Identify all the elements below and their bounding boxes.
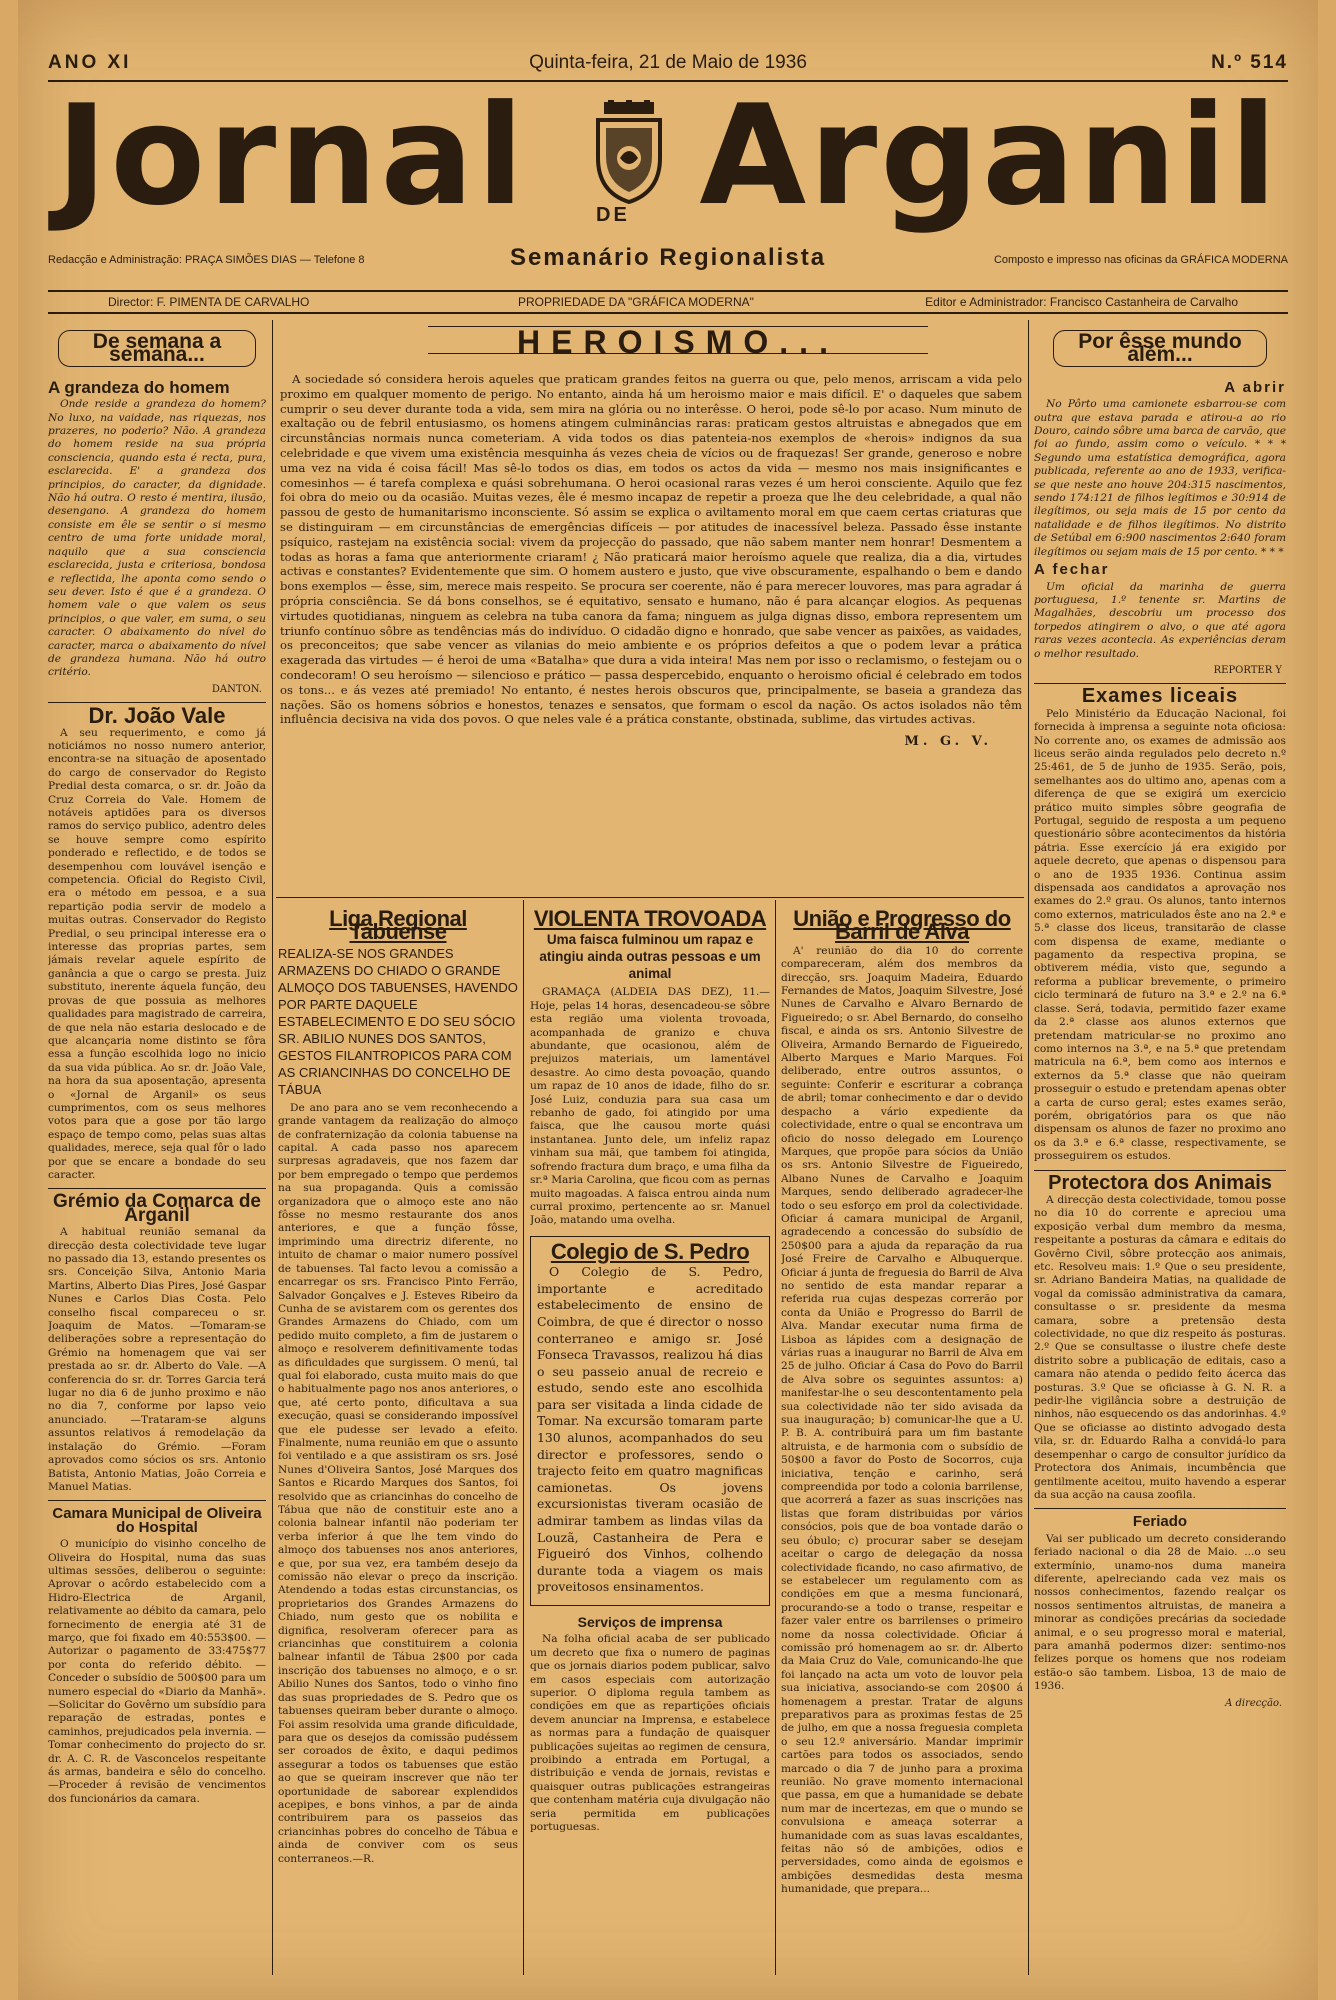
director-line: Director: F. PIMENTA DE CARVALHO [108, 295, 310, 309]
redaccao-line: Redacção e Administração: PRAÇA SIMÕES DIAS — Telefone 8 [48, 254, 365, 266]
middle-column [530, 910, 770, 1972]
issue-number: N.º 514 [1211, 52, 1288, 73]
abrir-title: A abrir [1224, 378, 1286, 396]
divider [48, 702, 266, 703]
title-word-de: DE [596, 204, 630, 226]
feriado-title: Feriado [1132, 1513, 1188, 1531]
masthead-title [48, 75, 1288, 236]
a-grandeza-title: A grandeza do homem [48, 377, 230, 397]
imprensa-text: Na folha oficial acaba de ser publicado um decreto que fixa o numero de paginas que os jornais diarios podem publicar, salvo em casos especiais com autorização superior. O diploma regula tambem as condições em que as repartições oficiais devem anunciar na Imprensa, e estabelece as normas para a fundação de quaisquer publicações sujeitas ao regimen de censura, proibindo a entrada em Portugal, a distribuição e venda de jornais, revistas e quaisquer outras publicações estrangeiras que contenham matéria cuja divulgação não seria permitida em publicações portuguesas. [530, 1633, 770, 1834]
protectora-text: A direcção desta colectividade, tomou posse no dia 10 do corrente e apreciou uma exposição verbal dum membro da mesma, respeitante a posturas da câmara e editais do Govêrno Civil, sôbre protecção aos animais, etc. Resolveu mais: 1.º Que o seu presidente, sr. Adriano Bandeira Matias, na qualidade de vogal da comissão administrativa da camara, consultasse o sr. presidente da mesma camara, sobre a pretensão desta colectividade, no que diz respeito ás posturas. 2.º Que se consultasse o ilustre chefe deste distrito sobre a publicação de editais, caso a camara não atenda o pedido feito ácerca das posturas. 3.º Que se oficiasse à G. N. R. a pedir-lhe vigilância sobre a destruição de ninhos, não esquecendo os das andorinhas. 4.º Que se oficiasse ao distinto advogado desta vila, sr. dr. Eduardo Ralha a convidá-lo para desempenhar o cargo de consultor jurídico da Protectora dos Animais, incumbência que gentilmente aceitou, muito havendo a esperar da sua acção na causa zoofila. [1034, 1193, 1286, 1501]
reporter-signature: REPORTER Y [1213, 664, 1282, 676]
uniao-article [781, 910, 1023, 1972]
liga-caps: REALIZA-SE NOS GRANDES ARMAZENS DO CHIADO O GRANDE ALMOÇO DOS TABUENSES, HAVENDO POR PARTE DAQUELE ESTABELECIMENTO E DO SEU SÓCIO SR. ABILIO NUNES DOS SANTOS, GESTOS FILANTROPICOS PARA COM AS CRIANCINHAS DO CONCELHO DE TÁBUA [278, 945, 518, 1097]
por-esse-mundo-banner: Por êsse mundo além... [1053, 330, 1267, 367]
title-word-jornal: Jornal [56, 75, 527, 236]
divider [1034, 1508, 1286, 1509]
title-word-arganil: Arganil [699, 75, 1280, 236]
abrir-text: No Pôrto uma camionete esbarrou-se com outra que estava parada e atirou-a ao rio Douro, caindo sôbre uma barca de carvão, que foi ao fundo, assim como o veículo. * * * Segundo uma estatística demográfica, agora publicada, referente ao ano de 1933, verifica-se que neste ano houve 204:315 nascimentos, sendo 174:121 de filhos legítimos e 30:914 de ilegítimos, ou seja mais de 15 por cento da natalidade e de filhos ilegítimos. No distrito de Setúbal em 6:900 nascimentos 2:640 foram ilegítimos ou sejam mais de 15 por cento. * * * [1034, 398, 1286, 558]
protectora-title: Protectora dos Animais [1048, 1171, 1272, 1194]
liga-article [278, 910, 518, 1972]
column-rule-c1 [523, 900, 524, 1975]
editor-line: Editor e Administrador: Francisco Castanheira de Carvalho [925, 295, 1238, 309]
trovoada-subtitle: Uma faisca fulminou um rapaz e atingiu ainda outras pessoas e um animal [539, 932, 761, 982]
heroismo-text: A sociedade só considera herois aqueles que praticam grandes feitos na guerra ou que, pelo menos, arriscam a vida pelo proximo em qualquer momento de perigo. No entanto, ainda há um heroismo maior e mais difícil. E' o daqueles que sabem cumprir o seu dever durante toda a vida, sem mira na glória ou no interêsse. O heroi, pode sê-lo por acaso. Num minuto de exaltação ou de febril entusiasmo, os homens atingem culminâncias raras: praticam gestos altruistas e abnegados que em circunstâncias normais nunca cometeriam. A vida todos os dias patenteia-nos exemplos de «herois» indignos da sua celebridade e que vivem uma existência mesquinha ás vezes cheia de vícios ou de fraquezas! Ser grande, generoso e nobre uma vez na vida é coisa fácil! Mas sê-lo todos os dias, em todos os actos da vida — mesmo nos mais insignificantes e comesinhos — é tarefa complexa e quási sobrehumana. O heroi ocasional raras vezes é um heroi consciente. Aquilo que fez foi obra do meio ou da ocasião. Muitas vezes, êle é mesmo incapaz de repetir a proeza que lhe deu celebridade, a qual não passou de gesto de humanitarismo inconsciente. Só assim se explica o aviltamento moral em que caem certas criaturas que se distinguiram — em circunstâncias de emergências difíceis — por atitudes de inacessível beleza. Passado êsse instante psíquico, rastejam na existência social: vivem da projecção do passado, que não sabem manter nem honrar! Desmentem a todas as horas a fama que anteriormente criaram! ¿ Não praticará maior heroísmo aquele que realiza, dia a dia, virtudes activas e constantes? Evidentemente que sim. O homem austero e justo, que vive obscuramente, espalhando o bem e dando bons exemplos — êsse, sim, merece mais respeito. Se procura ser coerente, não é para merecer louvores, mas para agradar á própria consciência. Se dá bons conselhos, se é equitativo, sensato e humano, não é para alcançar elogios. As pequenas virtudes quotidianas, ninguem as celebra na tuba canora da fama; ninguem as julga dignas disso, embora representem um triunfo contínuo sôbre as tendências más do indivíduo. O cidadão digno e honrado, que sabe vencer as paixões, as vaidades, os preconceitos; que sabe vencer as vilanias do meio ambiente e os próprios defeitos a que o podem levar a prática exagerada das virtudes — é heroi de uma «Batalha» que dura a vida inteira! Mas nem por isso o reclamismo, o festejam ou o condecoram! O seu heroísmo — silencioso e prático — passa despercebido, enquanto o heroismo oficial é celebrado em todos os tons... e ás vezes até premiado! No entanto, é nestes herois obscuros que, principalmente, se baseia a grandeza das nações. São os homens sóbrios e honestos, tenazes e sensatos, que formam o escol da nação. Os actos isolados não têm influência decisiva na vida dos povos. O que neles vale é a prática constante, obstinada, sublime, das virtudes activas. [280, 372, 1022, 727]
camara-title: Camara Municipal de Oliveira do Hospital [52, 1505, 262, 1536]
left-column [48, 330, 266, 1970]
divider [1034, 1170, 1286, 1171]
joao-vale-title: Dr. João Vale [88, 703, 226, 729]
trovoada-title: VIOLENTA TROVOADA [533, 910, 767, 931]
danton-signature: DANTON. [211, 683, 262, 695]
right-column [1034, 330, 1286, 1970]
column-rule-right [1028, 320, 1029, 1975]
uniao-text: A' reunião do dia 10 do corrente compareceram, além dos membros da direcção, srs. Joaquim Madeira, Eduardo Fernandes de Matos, Joaquim Silvestre, José Nunes de Carvalho e Alvaro Bernardo de Figueiredo; o sr. Abel Bernardo, do conselho fiscal, e ainda os srs. Antonio Silvestre de Oliveira, Armando Bernardo de Figueiredo, Alberto Marques e Mario Marques. Foi deliberado, entre outros assuntos, o seguinte: Conferir e escriturar a cobrança de abril; tomar conhecimento e dar o devido despacho a vário expediente da colectividade, entre o qual se encontrava um oficio do nosso delegado em Lourenço Marques, que propõe para sócios da União os srs. Antonio Silvestre de Figueiredo, Albano Nunes de Carvalho e Joaquim Marques, sendo deliberado agradecer-lhe todo o seu esforço em prol da colectividade. Oficiar á camara municipal de Arganil, agradecendo a concessão do subsídio de 250$00 para a ajuda da reparação da rua José Freire de Carvalho e Albuquerque. Oficiar á junta de freguesia do Barril de Alva no sentido de esta mandar reparar a referida rua cujas despezas correrão por conta da União e Progresso do Barril de Alva. Mandar executar numa firma de Lisboa as lápides com a designação de várias ruas a inaugurar no Barril de Alva em 25 de julho. Oficiar á Casa do Povo do Barril de Alva sobre os seguintes assuntos: a) manifestar-lhe o seu descontentamento pela sua colectividade não ter sido avisada da sua inauguração; b) comunicar-lhe que a U. P. B. A. contribuirá para um fim bastante altruista, e de harmonia com o subsídio de 50$00 a favor do Posto de Socorros, cuja iniciativa, tenção e carinho, será compreendida por todo a colonia barrilense, que acorrerá a fazer as suas inscrições nas listas que foram distribuidas por vários consócios, pois que de boa vontade darão o seu óbulo; c) procurar saber se desejam aceitar o cargo de delegação da nossa colectividade ficando, no caso afirmativo, de se estabelecer um regulamento com as condições em que a mesma funcionará, procurando-se a todo o transe, respeitar e fazer valer entre os barrilenses o primeiro nome da nossa colectividade. Oficiar á comissão pró homenagem ao sr. dr. Alberto da Maia Cruz do Vale, comunicando-lhe que foi lançado na acta um voto de louvor pela sua iniciativa, associando-se com 20$00 á homenagem a prestar. Tratar de alguns preparativos para as proximas festas de 25 de julho, em que a nossa freguesia completa o seu 12.º aniversário. Mandar imprimir cartões para todos os associados, sendo marcado o dia 7 de junho para a proxima reunião. No grave momento internacional que passa, em que a humanidade se debate num mar de incertezas, em que o mundo se convulsiona e ameaça soterrar a humanidade com as suas lavas escaldantes, feitas não só de ambições, odios e perversidades, como ainda de egoismos e ambições desmedidas desta mesma humanidade, que prepara... [781, 944, 1023, 1896]
gremio-text: A habitual reunião semanal da direcção desta colectividade teve lugar no passado dia 13, estando presentes os srs. Conceição Silva, Antonio Maria Martins, Alberto Dias Pires, José Gaspar Nunes e Carlos Dias Costa. Pelo conselho fiscal compareceu o sr. Joaquim de Matos. —Tomaram-se deliberações sobre a representação do Grémio na homenagem que vai ser prestada ao sr. dr. Alberto do Vale. —A conferencia do sr. dr. Torres Garcia terá lugar no dia 6 de junho proximo e não no dia 7, conforme por lapso veio anunciado. —Trataram-se alguns assuntos relativos á remodelação da instalação do Grémio. —Foram aprovados como sócios os srs. Antonio Batista, Antonio Matias, João Correia e Manuel Matias. [48, 1226, 266, 1493]
direccao-signature: A direcção. [1225, 1697, 1282, 1709]
propriedade-line: PROPRIEDADE DA "GRÁFICA MODERNA" [518, 295, 754, 309]
fechar-title: A fechar [1034, 561, 1110, 579]
a-grandeza-text: Onde reside a grandeza do homem? No luxo, na vaidade, nas riquezas, nos prazeres, no poderio? Não. A grandeza do homem reside na sua própria consciencia, quando esta é recta, pura, esclarecida. E' a grandeza dos principios, do caracter, da dignidade. Não há outra. O resto é mentira, ilusão, desengano. A grandeza do homem consiste em êle se sentir o si mesmo centro de uma forte unidade moral, naquilo que a sua consciencia esclarecida, justa e criteriosa, bondosa e reflectida, lhe aponta como sendo o seu dever. Isto é que é a grandeza. O homem vale o que valem os seus principios, o que valer, em suma, o seu caracter. O abaixamento do nível do caracter, marca o abaixamento do nível de grandeza humana. Não há outro critério. [48, 398, 266, 679]
column-rule-left [272, 320, 273, 1975]
center-split-rule [276, 897, 1024, 898]
coat-of-arms-icon [590, 100, 668, 204]
uniao-title: União e Progresso do Barril de Alva [793, 910, 1011, 945]
camara-text: O município do visinho concelho de Oliveira do Hospital, numa das suas ultimas sessões, deliberou o seguinte: Aprovar o acôrdo estabelecido com a Hidro-Electrica de Arganil, relativamente ao débito da camara, pelo fornecimento de energia até 31 de março, que foi fixado em 40:553$00. —Autorizar o pagamento de 33:475$77 por conta do referido débito. —Conceder o subsídio de 500$00 para um numero especial do «Diario da Manhã». —Solicitar do Govêrno um subsídio para reparação de estradas, pontes e caminhos, prejudicados pela invernia. —Tomar conhecimento do projecto do sr. dr. A. C. R. de Vasconcelos respeitante ás armas, bandeira e sêlo do concelho. —Proceder á revisão de vencimentos dos funcionários da camara. [48, 1538, 266, 1805]
heroismo-signature: M. G. V. [904, 734, 992, 750]
heroismo-article [280, 372, 1022, 892]
fechar-text: Um oficial da marinha de guerra portuguesa, 1.º tenente sr. Martins de Magalhães, descobriu um processo dos torpedos atingirem o alvo, o que até agora raras vezes acontecia. As experiências deram o melhor resultado. [1034, 580, 1286, 660]
issue-date: Quinta-feira, 21 de Maio de 1936 [529, 52, 807, 73]
colegio-title: Colegio de S. Pedro [550, 1238, 750, 1264]
exames-text: Pelo Ministério da Educação Nacional, foi fornecida à imprensa a seguinte nota oficiosa: No corrente ano, os exames de admissão aos liceus serão ainda regulados pelo decreto n.º 25:461, de 5 de junho de 1935. Serão, pois, semelhantes aos do ultimo ano, apenas com a diferença de que se exigirá um exercicio prático muito simples sôbre geografia de Portugal, seguido de resposta a um pequeno questionário sôbre acontecimentos da história pátria. Esse exercício já era exigido por aquele decreto, que apenas o dispensou para o ano de 1935 1936. Continua assim dispensada aos candidatos a aprovação nos exames do 2.º grau. Os alunos, tanto internos como externos, matriculados êste ano na 2.ª e 5.ª classe dos liceus, transitarão de classe com dispensa de exame, mediante o pagamento da respectiva propina, se obtiverem média, visto que, segundo a reforma a publicar brevemente, o primeiro ciclo terminará de futuro na 3.ª e 2.º na 6.ª classe. Será, todavia, permitido fazer exame da 2.ª classe aos alunos externos que pretendam matricular-se no proximo ano como internos na 3.ª, e na 5.ª que pretendam matricula na 6.ª, bem como aos internos e externos da 5.ª classe que não queiram prosseguir o estudo e pretendam apenas obter a carta de curso geral; estes exames serão, porém, obrigatórios para os que não dispensam os alunos de fazer no proximo ano os da 3.ª e 6.ª classe, respectivamente, se prosseguirem os estudos. [1034, 707, 1286, 1163]
column-rule-c2 [775, 900, 776, 1975]
de-semana-banner: De semana a semana... [58, 330, 256, 367]
joao-vale-text: A seu requerimento, e como já noticiámos no nosso numero anterior, encontra-se na situação de aposentado do cargo de conservador do Registo Predial desta comarca, o sr. dr. João da Cruz Correia do Vale. Homem de notáveis aptidões para os diversos ramos do serviço publico, adentro deles se houve sempre como espírito ponderado e reflectido, e de todos se desempenhou com louvável isenção e competencia. Oficial do Registo Civil, era o método em pessoa, e a sua repartição podia servir de modelo a muitas outras. Conservador do Registo Predial, o seu principal interesse era o interesse das proprias partes, sem jámais revelar aquele espírito de ganância a que o cargo se presta. Juiz substituto, inerente áquela função, deu provas de que possuia as melhores qualidades para magistrado de carreira, de que nela não estaria deslocado e de que alcançaria nome distinto se fôra essa a função escolhida logo no inicio da sua vida pública. Ao sr. dr. João Vale, na hora da sua aposentação, apresenta o «Jornal de Arganil» os seus cumprimentos, com os seus melhores votos para que a gose por tão largo espaço de tempo como, pelas suas altas qualidades, merece, seja qual fôr o lado por que se encare a bondade do seu caracter. [48, 726, 266, 1181]
feriado-text: Vai ser publicado um decreto considerando feriado nacional o dia 28 de Maio. ...o seu extermínio, unamo-nos duma maneira diferente, apelreciando cada vez mais os nossos conhecimentos, fazendo realçar os nossos sentimentos altruistas, de maneira a minorar as condições precárias da sociedade animal, e o seu progresso moral e material, para amanhã podermos dizer: sentimo-nos felizes porque os homens que nos rodeiam estão-o são tambem. Lisboa, 13 de maio de 1936. [1034, 1532, 1286, 1693]
newspaper-page [18, 0, 1318, 2000]
year-label: ANO XI [48, 52, 132, 73]
composto-line: Composto e impresso nas oficinas da GRÁFICA MODERNA [993, 254, 1288, 266]
subtitle: Semanário Regionalista [509, 244, 827, 271]
imprensa-title: Serviços de imprensa [577, 1614, 723, 1630]
heroismo-title: HEROISMO... [517, 324, 839, 360]
exames-title: Exames liceais [1081, 685, 1239, 708]
gremio-title: Grémio da Comarca de Arganil [52, 1191, 262, 1226]
colegio-text: O Colegio de S. Pedro, importante e acreditado estabelecimento de ensino de Coimbra, de que é director o nosso conterraneo e amigo sr. José Fonseca Travassos, realizou há dias o seu passeio anual de recreio e estudo, sendo este ano escolhida para ser visitada a linda cidade de Tomar. Na excursão tomaram parte 130 alunos, acompanhados do seu director e professores, sendo o trajecto feito em quatro magnificas camionetas. Os jovens excursionistas tiveram ocasião de admirar tambem as lindas vilas da Louzã, Castanheira de Pera e Figueiró dos Vinhos, colhendo durante toda a viagem os mais proveitosos ensinamentos. [537, 1264, 763, 1595]
info-bar [48, 290, 1288, 314]
divider [48, 1500, 266, 1501]
divider [1034, 683, 1286, 684]
liga-title: Liga Regional Tabuense [329, 910, 467, 945]
divider [48, 1188, 266, 1189]
liga-text: De ano para ano se vem reconhecendo a grande vantagem da realização do almoço de confraternização da colonia tabuense na capital. A cada passo nos aparecem surpresas agradaveis, que nos fazem dar por bem empregado o tempo que perdemos na sua propaganda. Quis a comissão organizadora que o almoço este ano não fôsse no mesmo restaurante dos anos anteriores, e que a função fôsse, imprimindo uma directriz diferente, no intuito de chamar o maior numero possível de tabuenses. Tal facto levou a comissão a encarregar os srs. Francisco Pinto Ferrão, Salvador Gonçalves e J. Esteves Ribeiro da Cunha de se avistarem com os gerentes dos Grandes Armazens do Chiado, com um pedido muito completo, a fim de justarem o almoço e resolverem definitivamente todas as dificuldades que surgissem. O menú, tal qual foi elaborado, custa muito mais do que o habitualmente pago nos anos anteriores, o que, até certo ponto, dificultava a sua execução, quasi se considerando impossível que ele pudesse ser levado a efeito. Finalmente, numa reunião em que o assunto foi ventilado e a que assistiram os srs. José Nunes d'Oliveira Santos, José Marques dos Santos e Ricardo Marques dos Santos, foi resolvido que as criancinhas do concelho de Tábua que não de constituir este ano a colonia balnear infantil não poderiam ter verba inferior á que lhe tem vindo do almoço dos tabuenses nos anos anteriores, e que, por sua vez, era também desejo da comissão não elevar o preço da inscrição. Atendendo a todas estas circunstancias, os proprietarios dos Grandes Armazens do Chiado, num gesto que os nobilita e dignifica, resolveram oferecer para as criancinhas que constituirem a colonia balnear infantil de Tábua 2$00 por cada inscrição dos tabuenses no almoço, e o sr. Abilio Nunes dos Santos, todo o vinho fino das suas propriedades de S. Pedro que os tabuenses queiram beber durante o almoço. Foi assim resolvida uma grande dificuldade, para que os desejos da comissão pudéssem ser coroados de êxito, e daqui pedimos assegurar a todos os tabuenses que estão ao que se queiram inscrever que não ter oportunidade de saborear explendidos acepipes, e bons vinhos, a par de ainda contribuirem para os passeios das criancinhas pobres do concelho de Tábua e ainda de conviver com os seus conterraneos.—R. [278, 1101, 518, 1865]
colegio-box [530, 1236, 770, 1606]
trovoada-text: GRAMAÇA (ALDEIA DAS DEZ), 11.— Hoje, pelas 14 horas, desencadeou-se sôbre esta região uma violenta trovoada, acompanhada de granizo e chuva abundante, que ocasionou, além de prejuizos materiais, um lamentável desastre. Ao cimo desta povoação, quando um rapaz de 10 anos de idade, filho do sr. José Luiz, conduzia para sua casa um rebanho de gado, foi atingido por uma faisca, que lhe causou morte quási instantanea. Junto dele, um infeliz rapaz vinham sua mãi, que tambem foi atingida, sofrendo fractura dum braço, e uma filha da sr.ª Maria Carolina, que ficou com as pernas muito magoadas. A faisca entrou ainda num curral proximo, pertencente ao sr. Manuel João, matando uma ovelha. [530, 986, 770, 1227]
